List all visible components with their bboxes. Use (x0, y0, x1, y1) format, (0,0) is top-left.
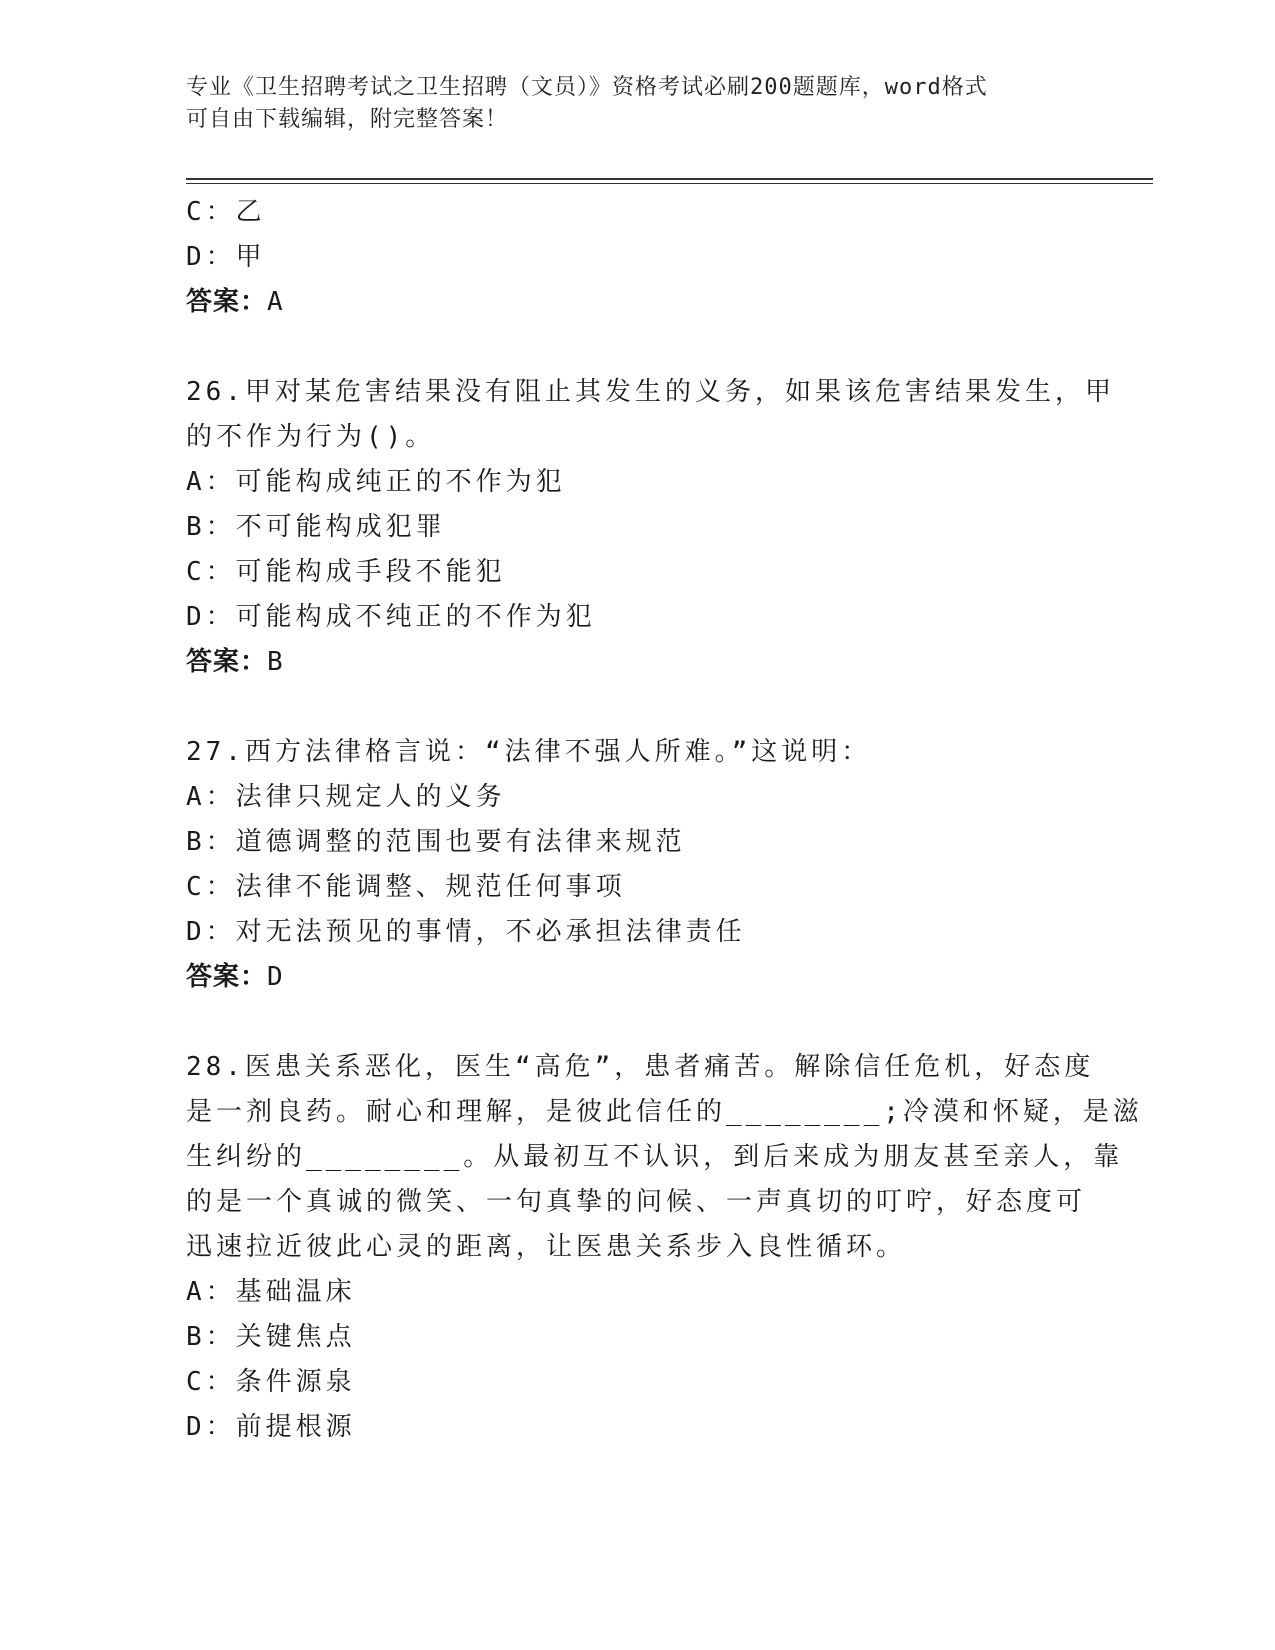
answer-value: A (267, 287, 284, 317)
header-line-1: 专业《卫生招聘考试之卫生招聘（文员）》资格考试必刷200题题库，word格式 (186, 75, 988, 100)
question-26 (186, 370, 1115, 685)
option-d: D：对无法预见的事情，不必承担法律责任 (186, 917, 746, 947)
question-stem-line: 的是一个真诚的微笑、一句真挚的问候、一声真切的叮咛，好态度可 (186, 1187, 1087, 1217)
question-stem-line: 26.甲对某危害结果没有阻止其发生的义务，如果该危害结果发生，甲 (186, 377, 1115, 407)
question-25 (186, 190, 1086, 325)
option-d: D：甲 (186, 242, 266, 272)
spacer (186, 685, 1086, 730)
header-rule-thick (186, 178, 1153, 180)
header-line-2: 可自由下载编辑，附完整答案！ (186, 107, 509, 132)
answer-line (186, 955, 1086, 1000)
option-c: C：法律不能调整、规范任何事项 (186, 872, 626, 902)
answer-line (186, 280, 1086, 325)
question-stem-line: 28.医患关系恶化，医生“高危”，患者痛苦。解除信任危机，好态度 (186, 1052, 1095, 1082)
answer-line (186, 640, 1086, 685)
question-28 (186, 1045, 1143, 1450)
question-27 (186, 730, 1086, 1000)
option-c: C：条件源泉 (186, 1367, 356, 1397)
answer-label: 答案： (186, 647, 268, 677)
answer-label: 答案： (186, 962, 268, 992)
question-stem-line: 迅速拉近彼此心灵的距离，让医患关系步入良性循环。 (186, 1232, 907, 1262)
page-header (186, 72, 1086, 136)
option-b: B：关键焦点 (186, 1322, 356, 1352)
question-list (186, 190, 1143, 1450)
spacer (186, 325, 1086, 370)
header-rule-thin (186, 183, 1153, 184)
option-a: A：基础温床 (186, 1277, 356, 1307)
option-d: D：前提根源 (186, 1412, 356, 1442)
option-a: A：可能构成纯正的不作为犯 (186, 467, 566, 497)
option-d: D：可能构成不纯正的不作为犯 (186, 602, 596, 632)
question-stem-line: 是一剂良药。耐心和理解，是彼此信任的________;冷漠和怀疑，是滋 (186, 1097, 1143, 1127)
question-stem-line: 27.西方法律格言说：“法律不强人所难。”这说明： (186, 737, 872, 767)
answer-value: B (267, 647, 284, 677)
spacer (186, 1000, 1086, 1045)
option-c: C：可能构成手段不能犯 (186, 557, 506, 587)
answer-label: 答案： (186, 287, 268, 317)
answer-value: D (267, 962, 284, 992)
option-b: B：道德调整的范围也要有法律来规范 (186, 827, 686, 857)
option-c: C：乙 (186, 197, 266, 227)
question-stem-line: 的不作为行为()。 (186, 422, 436, 452)
question-stem-line: 生纠纷的________。从最初互不认识，到后来成为朋友甚至亲人，靠 (186, 1142, 1124, 1172)
option-a: A：法律只规定人的义务 (186, 782, 506, 812)
option-b: B：不可能构成犯罪 (186, 512, 446, 542)
